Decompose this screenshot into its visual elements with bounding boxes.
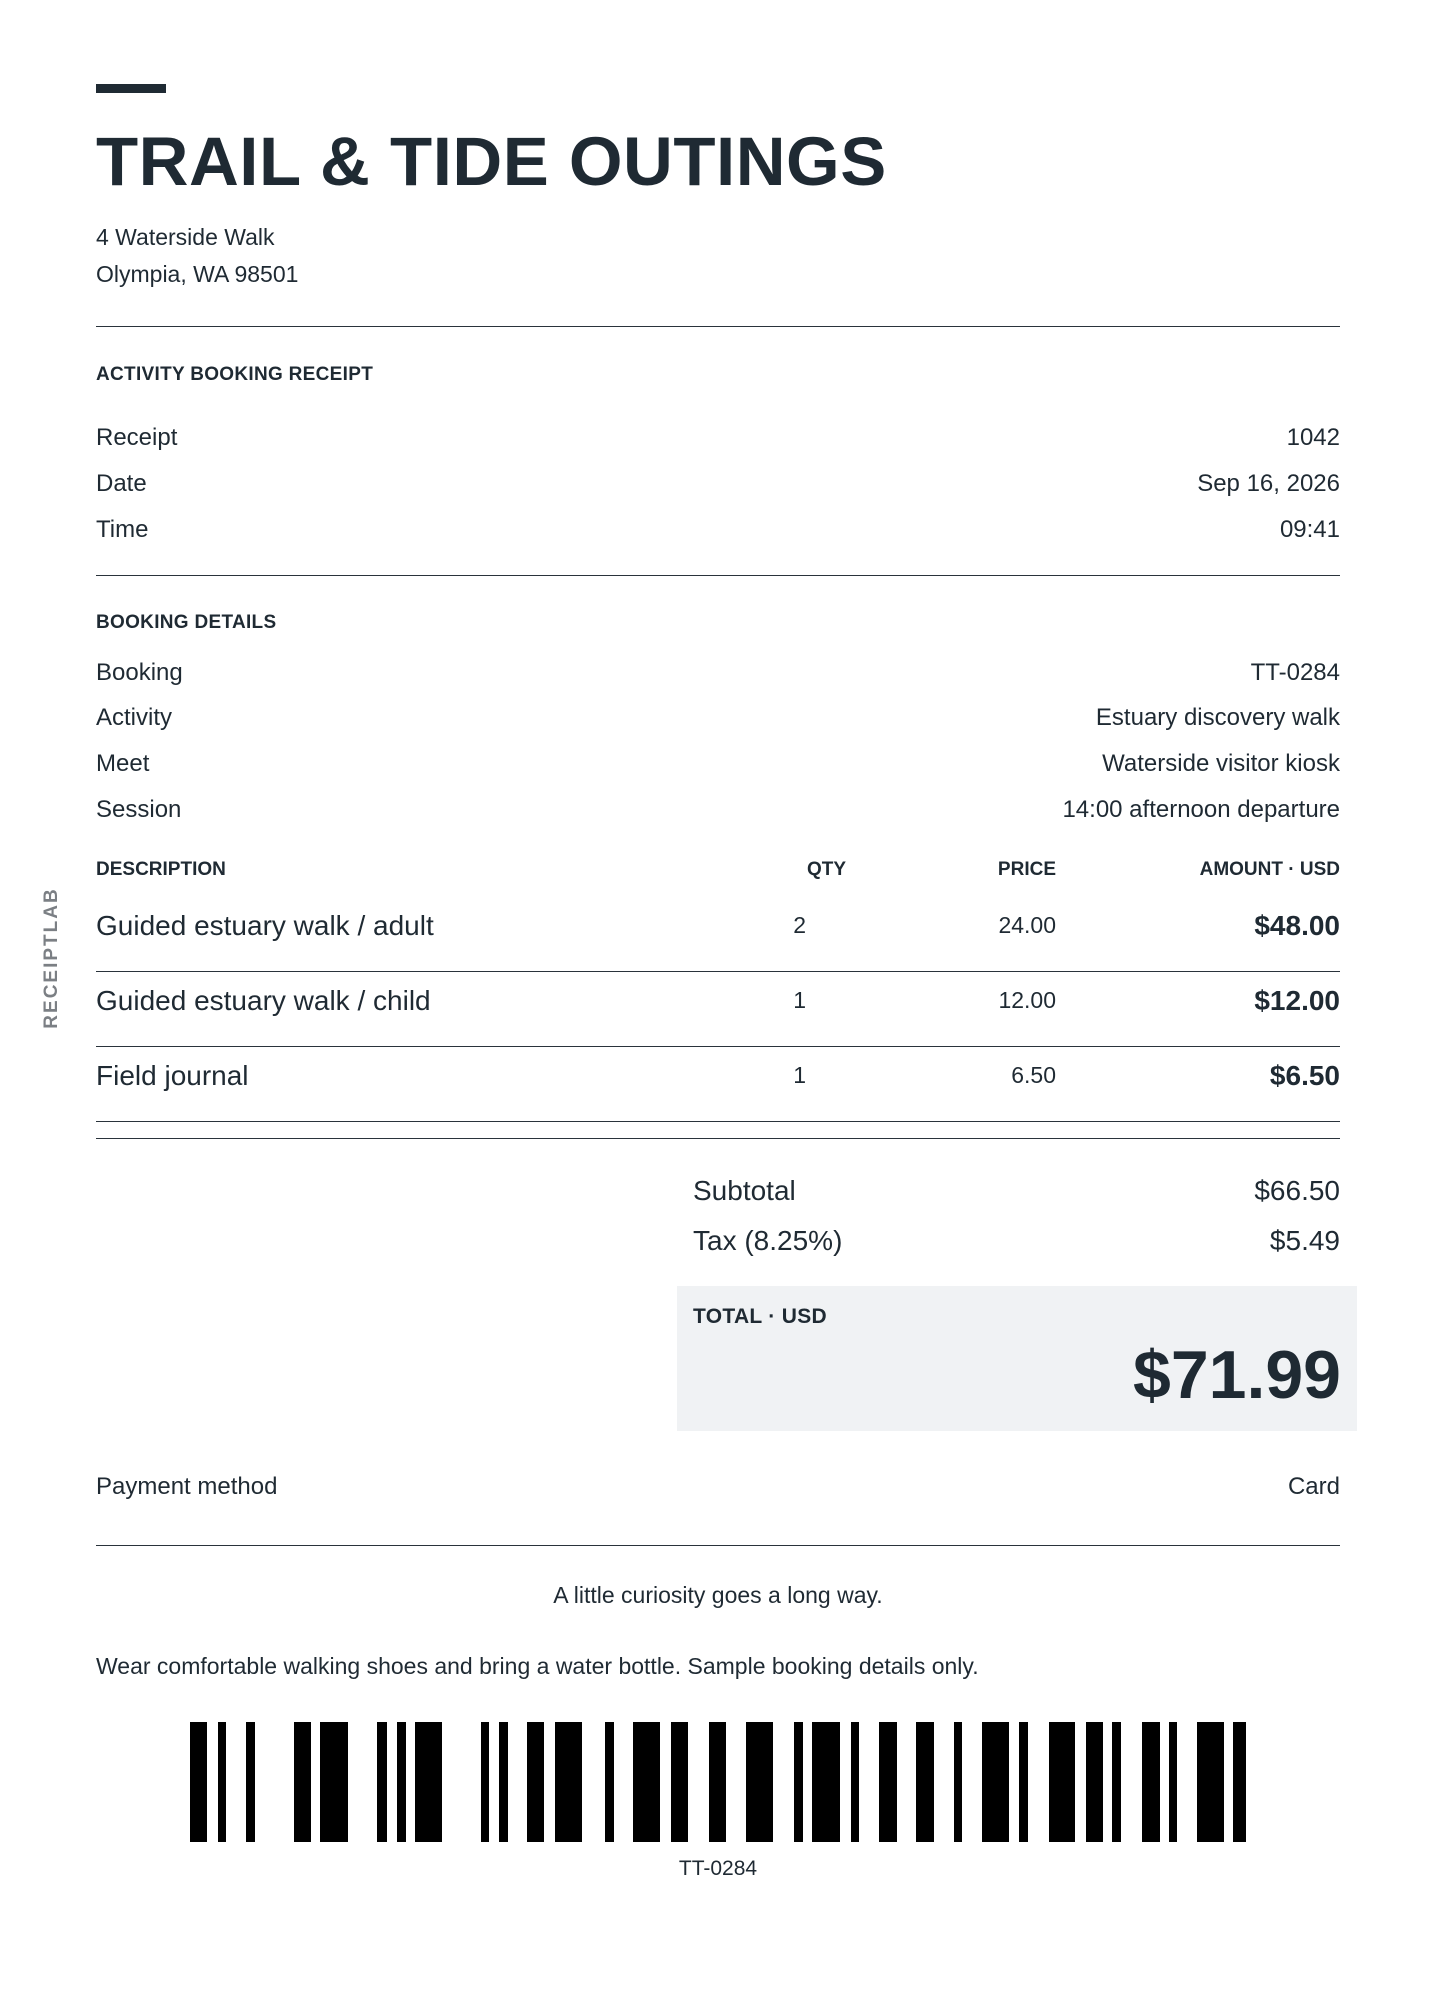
col-header-price: PRICE — [997, 859, 1056, 880]
booking-id-row — [96, 659, 1340, 687]
payment-label: Payment method — [96, 1473, 278, 1500]
barcode-caption: TT-0284 — [678, 1857, 758, 1880]
field-label: Booking — [96, 659, 183, 686]
field-label: Receipt — [96, 424, 178, 451]
total-box — [677, 1286, 1357, 1431]
row-divider — [96, 971, 1340, 972]
col-header-amount: AMOUNT · USD — [1199, 859, 1340, 880]
barcode — [190, 1722, 1246, 1842]
address-line-2: Olympia, WA 98501 — [96, 261, 299, 287]
field-label: Date — [96, 470, 147, 497]
field-value: 14:00 afternoon departure — [1062, 796, 1340, 823]
field-label: Meet — [96, 750, 150, 777]
field-label: Time — [96, 516, 149, 543]
item-price: 6.50 — [1011, 1062, 1056, 1088]
table-end-divider — [96, 1138, 1340, 1139]
tagline: A little curiosity goes a long way. — [553, 1582, 883, 1608]
row-divider — [96, 1046, 1340, 1047]
receipt-number-row — [96, 424, 1340, 452]
tax-value: $5.49 — [1269, 1225, 1340, 1256]
receipt-time-row — [96, 516, 1340, 544]
item-amount: $6.50 — [1269, 1060, 1340, 1091]
total-label: TOTAL · USD — [693, 1305, 827, 1328]
activity-row — [96, 704, 1340, 732]
field-label: Session — [96, 796, 182, 823]
booking-heading: BOOKING DETAILS — [96, 612, 277, 633]
col-header-qty: QTY — [806, 859, 846, 880]
tax-label: Tax (8.25%) — [693, 1225, 843, 1256]
row-divider — [96, 1121, 1340, 1122]
subtotal-label: Subtotal — [693, 1175, 796, 1206]
item-price: 12.00 — [998, 987, 1056, 1013]
item-qty: 1 — [793, 1062, 806, 1088]
meet-row — [96, 750, 1340, 778]
field-value: Estuary discovery walk — [1095, 704, 1340, 731]
accent-bar — [96, 84, 166, 93]
divider — [96, 1545, 1340, 1546]
item-description: Field journal — [96, 1060, 249, 1091]
side-watermark: RECEIPTLAB — [41, 887, 62, 1029]
field-value: TT-0284 — [1250, 659, 1340, 686]
item-amount: $12.00 — [1254, 985, 1340, 1016]
field-value: 1042 — [1286, 424, 1340, 451]
item-qty: 2 — [793, 912, 806, 938]
divider — [96, 575, 1340, 576]
field-value: Sep 16, 2026 — [1197, 470, 1340, 497]
subtotal-value: $66.50 — [1254, 1175, 1340, 1206]
footer-note: Wear comfortable walking shoes and bring a water bottle. Sample booking details only. — [96, 1653, 979, 1679]
col-header-description: DESCRIPTION — [96, 859, 226, 880]
field-label: Activity — [96, 704, 173, 731]
field-value: 09:41 — [1279, 516, 1340, 543]
business-name: TRAIL & TIDE OUTINGS — [96, 123, 887, 200]
payment-method-row — [96, 1473, 1340, 1501]
session-row — [96, 796, 1340, 824]
item-price: 24.00 — [998, 912, 1056, 938]
receipt-date-row — [96, 470, 1340, 498]
payment-value: Card — [1287, 1473, 1340, 1500]
item-amount: $48.00 — [1254, 910, 1340, 941]
item-qty: 1 — [793, 987, 806, 1013]
divider — [96, 326, 1340, 327]
field-value: Waterside visitor kiosk — [1102, 750, 1340, 777]
item-description: Guided estuary walk / adult — [96, 910, 434, 941]
receipt-heading: ACTIVITY BOOKING RECEIPT — [96, 364, 374, 385]
item-description: Guided estuary walk / child — [96, 985, 431, 1016]
address-line-1: 4 Waterside Walk — [96, 224, 275, 250]
total-value: $71.99 — [1133, 1337, 1341, 1413]
